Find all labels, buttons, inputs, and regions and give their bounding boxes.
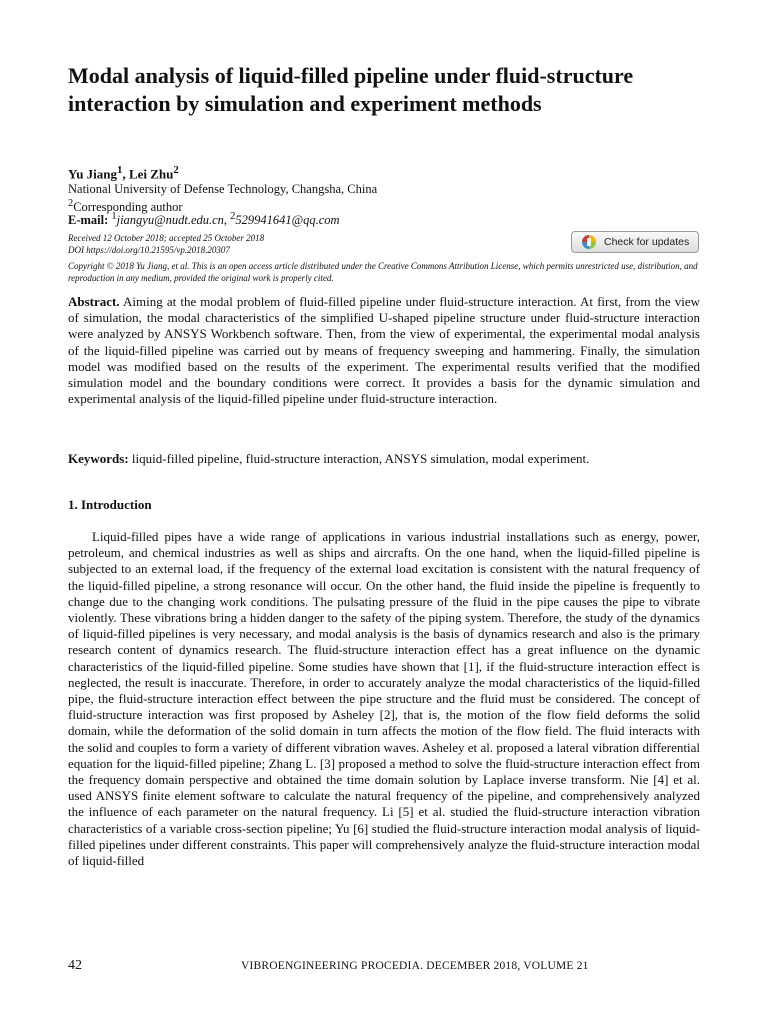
abstract-label: Abstract. bbox=[68, 294, 120, 309]
crossmark-icon bbox=[579, 234, 599, 250]
article-history bbox=[68, 232, 264, 256]
email-separator: , bbox=[223, 213, 231, 228]
abstract-text: Aiming at the modal problem of fluid-filled pipeline under fluid-structure interaction. At first, from the view of simulation, the modal characteristics of the simplified U-shaped pipeline structure under fluid-structure interaction were analyzed by ANSYS Workbench software. Then, from the view of experimental, the experimental modal analysis of the liquid-filled pipeline was carried out by means of frequency sweeping and hammering. Finally, the simulation model was modified based on the results of the experiment. The experimental results verified that the modified simulation model and the boundary conditions were correct. It provides a basis for the dynamic simulation and experimental analysis of the liquid-filled pipeline under fluid-structure interaction. bbox=[68, 294, 700, 407]
corresponding-text: Corresponding author bbox=[73, 200, 183, 215]
author-name: Yu Jiang bbox=[68, 166, 118, 182]
email-mark: 2 bbox=[230, 211, 236, 222]
page-number: 42 bbox=[68, 958, 82, 973]
author-separator: , bbox=[122, 166, 129, 182]
intro-paragraph: Liquid-filled pipes have a wide range of applications in various industrial installations such as energy, power, petroleum, and chemical industries as well as ships and aircrafts. On the one hand, when the liquid-filled pipeline is subjected to an external load, if the frequency of the external load excitation is consistent with the natural frequency of the liquid-filled pipeline, a strong resonance will occur. On the other hand, the fluid inside the pipeline is frequently to change due to the changing work conditions. The pulsating pressure of the fluid in the pipe causes the pipe to vibrate violently. These vibrations bring a hidden danger to the safety of the piping system. Therefore, the study of the dynamics of liquid-filled pipelines is very necessary, and modal analysis is the basis of dynamics research and also is the primary research content of dynamics research. The fluid-structure interaction effect has a great influence on the dynamic characteristics of the liquid-filled pipeline. Some studies have shown that [1], if the fluid-structure interaction effect is neglected, the result is inaccurate. Therefore, in order to accurately analyze the modal characteristics of the liquid-filled pipe, the fluid-structure interaction effect between the pipe structure and the fluid must be considered. The concept of fluid-structure interaction was first proposed by Asheley [2], that is, the motion of the flow field deforms the solid domain, while the deformation of the solid domain in turn affects the motion of the flow field. The fluid interacts with the solid and couples to form a variety of different vibration waves. Asheley et al. proposed a lateral vibration differential equation for the liquid-filled pipeline; Zhang L. [3] proposed a method to solve the fluid-structure interaction effect from the frequency domain perspective and obtained the time domain solution by Laplace inverse transform. Nie [4] et al. used ANSYS finite element software to calculate the natural frequency of the pipeline, and comprehensively analyzed the influence of each parameter on the natural frequency. Li [5] et al. studied the fluid-structure interaction vibration characteristics of a variable cross-section pipeline; Yu [6] studied the fluid-structure interaction modal analysis of liquid-filled pipelines under different constraints. This paper will comprehensively analyze the fluid-structure interaction modal of liquid-filled bbox=[68, 529, 700, 869]
abstract bbox=[68, 294, 700, 407]
email-mark: 1 bbox=[111, 211, 117, 222]
keywords bbox=[68, 451, 700, 467]
corresponding-mark: 2 bbox=[68, 198, 74, 209]
keywords-text: liquid-filled pipeline, fluid-structure interaction, ANSYS simulation, modal experiment. bbox=[131, 451, 590, 466]
journal-info: VIBROENGINEERING PROCEDIA. DECEMBER 2018, VOLUME 21 bbox=[241, 960, 589, 972]
author-affil-mark: 2 bbox=[173, 164, 179, 176]
email-line bbox=[68, 211, 340, 228]
email-label: E-mail: bbox=[68, 213, 109, 228]
copyright-notice: Copyright © 2018 Yu Jiang, et al. This is an open access article distributed under the Creative Commons Attribution License, which permits unrestricted use, distribution, and reproduction in any medium, provided the original work is properly cited. bbox=[68, 261, 698, 283]
author-name: Lei Zhu bbox=[128, 166, 174, 182]
page-footer bbox=[68, 958, 700, 978]
paper-title: Modal analysis of liquid-filled pipeline under fluid-structure interaction by simulation and experiment methods bbox=[68, 63, 634, 116]
keywords-label: Keywords: bbox=[68, 451, 129, 466]
author-affil-mark: 1 bbox=[117, 164, 123, 176]
check-for-updates-button[interactable] bbox=[571, 231, 699, 253]
section-heading: 1. Introduction bbox=[68, 497, 152, 512]
doi-link[interactable]: DOI https://doi.org/10.21595/vp.2018.20307 bbox=[68, 245, 230, 255]
check-for-updates-label: Check for updates bbox=[604, 236, 690, 248]
email-link[interactable]: 529941641@qq.com bbox=[235, 213, 340, 228]
affiliation: National University of Defense Technology, Changsha, China bbox=[68, 182, 378, 196]
email-link[interactable]: jiangyu@nudt.edu.cn bbox=[116, 213, 224, 228]
received-date: Received 12 October 2018; accepted 25 October 2018 bbox=[68, 233, 265, 243]
author-list bbox=[68, 164, 179, 182]
